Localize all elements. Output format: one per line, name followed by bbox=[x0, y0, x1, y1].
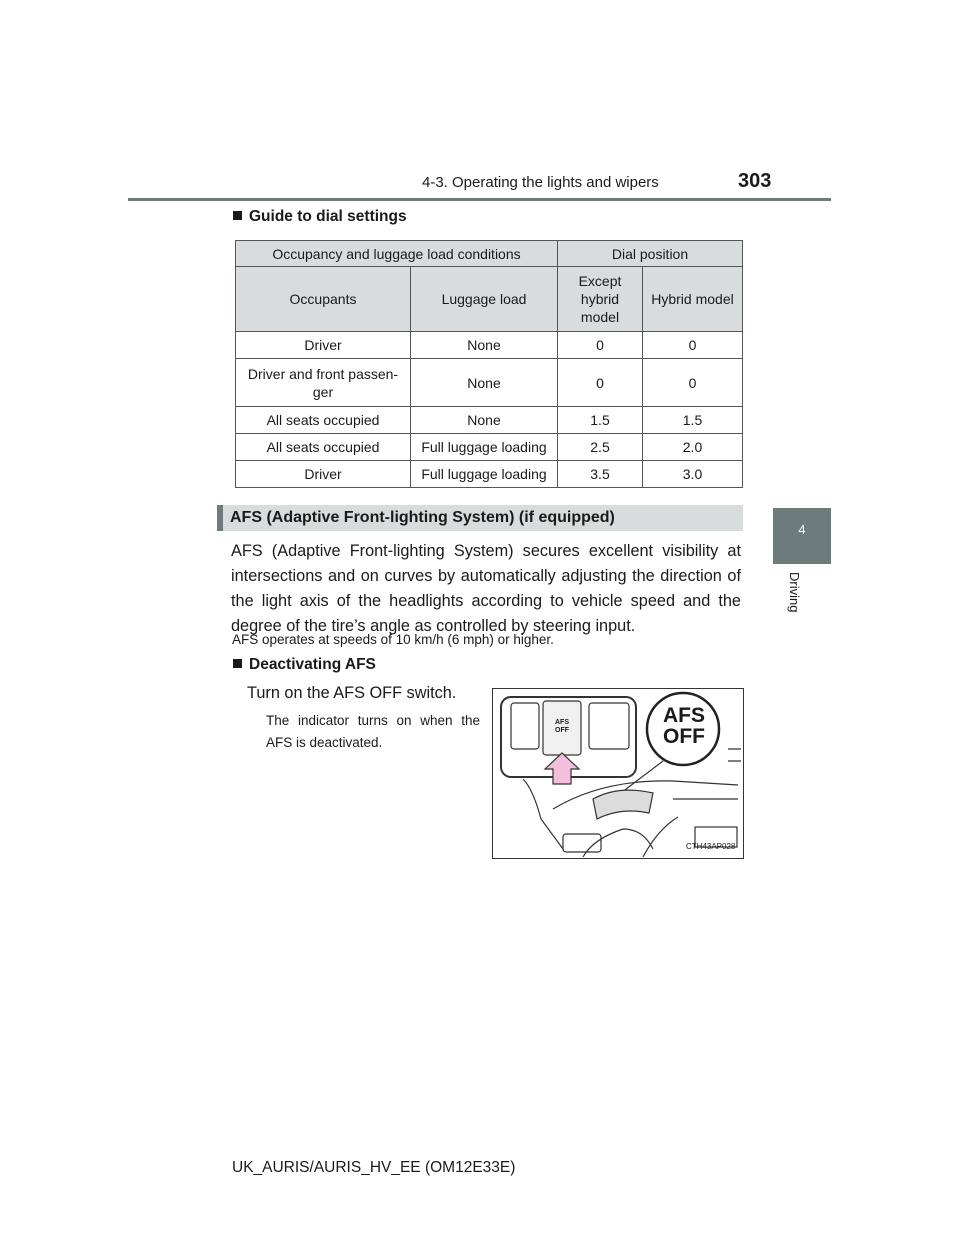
guide-heading bbox=[233, 208, 407, 226]
chapter-number: 4 bbox=[798, 522, 806, 537]
cell-except-hybrid: 0 bbox=[558, 332, 643, 359]
cell-hybrid: 1.5 bbox=[643, 407, 743, 434]
guide-heading-text: Guide to dial settings bbox=[249, 208, 407, 225]
table-row bbox=[236, 359, 743, 407]
running-header: 4-3. Operating the lights and wipers bbox=[422, 174, 659, 191]
cell-luggage: Full luggage loading bbox=[411, 461, 558, 488]
bullet-square-icon bbox=[233, 211, 242, 220]
col-except-hybrid: Except hybrid model bbox=[558, 267, 643, 332]
afs-off-callout bbox=[663, 705, 705, 747]
deactivating-heading bbox=[233, 656, 376, 674]
table-row bbox=[236, 332, 743, 359]
afs-switch-illustration bbox=[492, 688, 744, 859]
header-rule bbox=[128, 198, 831, 201]
header-dial-position: Dial position bbox=[558, 241, 743, 267]
deactivating-heading-text: Deactivating AFS bbox=[249, 656, 376, 673]
figure-code: CTH43AP028 bbox=[686, 842, 736, 851]
cell-occupants: Driver and front passen- ger bbox=[236, 359, 411, 407]
table-row bbox=[236, 407, 743, 434]
col-hybrid: Hybrid model bbox=[643, 267, 743, 332]
cell-occupants: All seats occupied bbox=[236, 407, 411, 434]
chapter-label: Driving bbox=[787, 572, 802, 613]
pointer-arrow-icon bbox=[545, 753, 579, 784]
table-row bbox=[236, 461, 743, 488]
col-luggage: Luggage load bbox=[411, 267, 558, 332]
page-number: 303 bbox=[738, 170, 772, 192]
callout-text-line1: AFS bbox=[663, 704, 705, 727]
col-occupants: Occupants bbox=[236, 267, 411, 332]
document-footer: UK_AURIS/AURIS_HV_EE (OM12E33E) bbox=[232, 1159, 516, 1176]
dial-settings-table bbox=[235, 240, 743, 488]
switch-text-line2: OFF bbox=[555, 727, 569, 734]
bullet-square-icon bbox=[233, 659, 242, 668]
cell-luggage: None bbox=[411, 359, 558, 407]
cell-except-hybrid: 1.5 bbox=[558, 407, 643, 434]
switch-text-line1: AFS bbox=[555, 719, 569, 726]
callout-text-line2: OFF bbox=[663, 725, 705, 748]
afs-description: AFS (Adaptive Front-lighting System) secures excellent visibility at intersections and on curves by automatically adjusting the direction of the light axis of the headlights according to vehicle speed and the degree of the tire’s angle as controlled by steering input. bbox=[231, 542, 741, 635]
cell-except-hybrid: 0 bbox=[558, 359, 643, 407]
cell-occupants: All seats occupied bbox=[236, 434, 411, 461]
cell-hybrid: 2.0 bbox=[643, 434, 743, 461]
header-conditions: Occupancy and luggage load conditions bbox=[236, 241, 558, 267]
afs-speed-note: AFS operates at speeds of 10 km/h (6 mph) or higher. bbox=[232, 632, 554, 647]
afs-section-title: AFS (Adaptive Front-lighting System) (if equipped) bbox=[230, 509, 615, 526]
cell-luggage: None bbox=[411, 332, 558, 359]
afs-instruction: Turn on the AFS OFF switch. bbox=[247, 684, 457, 702]
indicator-note: The indicator turns on when the AFS is deactivated. bbox=[266, 713, 480, 750]
afs-off-switch bbox=[548, 719, 576, 735]
section-bar-edge bbox=[217, 505, 223, 531]
cell-except-hybrid: 3.5 bbox=[558, 461, 643, 488]
cell-hybrid: 3.0 bbox=[643, 461, 743, 488]
cell-hybrid: 0 bbox=[643, 332, 743, 359]
afs-section-bar bbox=[217, 505, 743, 531]
cell-hybrid: 0 bbox=[643, 359, 743, 407]
table-row bbox=[236, 434, 743, 461]
cell-except-hybrid: 2.5 bbox=[558, 434, 643, 461]
dashboard-drawing bbox=[493, 689, 743, 858]
cell-luggage: Full luggage loading bbox=[411, 434, 558, 461]
cell-occupants: Driver bbox=[236, 461, 411, 488]
chapter-tab bbox=[773, 508, 831, 564]
cell-occupants: Driver bbox=[236, 332, 411, 359]
cell-luggage: None bbox=[411, 407, 558, 434]
